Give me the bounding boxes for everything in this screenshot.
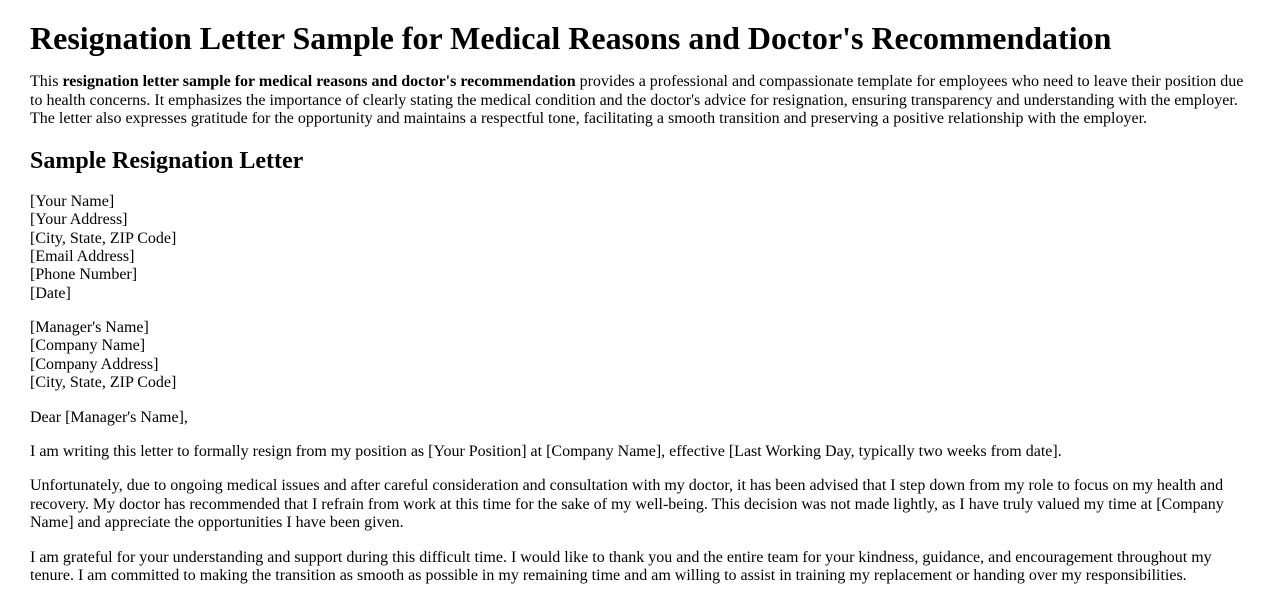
recipient-name-line: [Manager's Name] (30, 319, 149, 337)
sender-date-line: [Date] (30, 284, 71, 302)
recipient-address-line: [Company Address] (30, 355, 159, 373)
letter-paragraph-resignation: I am writing this letter to formally resign from my position as [Your Position] at [Company Name], effective [Last Working Day, typically two weeks from date]. (30, 443, 1062, 461)
letter-paragraph-gratitude: I am grateful for your understanding and support during this difficult time. I would like to thank you and the entire team for your kindness, guidance, and encouragement throughout my tenure. I am committed to making the transition as smooth as possible in my remaining time and am willing to assist in training my replacement or handing over my responsibilities. (30, 548, 1212, 584)
sender-phone-line: [Phone Number] (30, 266, 138, 284)
letter-paragraph-medical-reason: Unfortunately, due to ongoing medical issues and after careful consideration and consultation with my doctor, it has been advised that I step down from my role to focus on my health and recovery. My doctor has recommended that I refrain from work at this time for the sake of my well-being. This decision was not made lightly, as I have truly valued my time at [Company Name] and appreciate the opportunities I have been given. (30, 477, 1224, 532)
intro-bold-phrase: resignation letter sample for medical reasons and doctor's recommendation (62, 73, 576, 91)
recipient-company-line: [Company Name] (30, 337, 146, 355)
intro-paragraph (30, 73, 1248, 128)
recipient-city-line: [City, State, ZIP Code] (30, 374, 177, 392)
sender-email-line: [Email Address] (30, 247, 135, 265)
sender-city-line: [City, State, ZIP Code] (30, 229, 177, 247)
intro-text-suffix: provides a professional and compassionate template for employees who need to leave their position due to health concerns. It emphasizes the importance of clearly stating the medical condition and the doctor's advice for resignation, ensuring transparency and understanding with the employer. The letter also expresses gratitude for the opportunity and maintains a respectful tone, facilitating a smooth transition and preserving a positive relationship with the employer. (30, 73, 1244, 127)
sender-address-line: [Your Address] (30, 211, 128, 229)
sender-address-block (30, 193, 1248, 303)
intro-text-prefix: This (30, 73, 63, 91)
section-heading: Sample Resignation Letter (30, 148, 304, 175)
sender-name-line: [Your Name] (30, 192, 115, 210)
recipient-address-block (30, 319, 1248, 393)
page-title: Resignation Letter Sample for Medical Reasons and Doctor's Recommendation (30, 20, 1112, 56)
salutation: Dear [Manager's Name], (30, 408, 188, 426)
